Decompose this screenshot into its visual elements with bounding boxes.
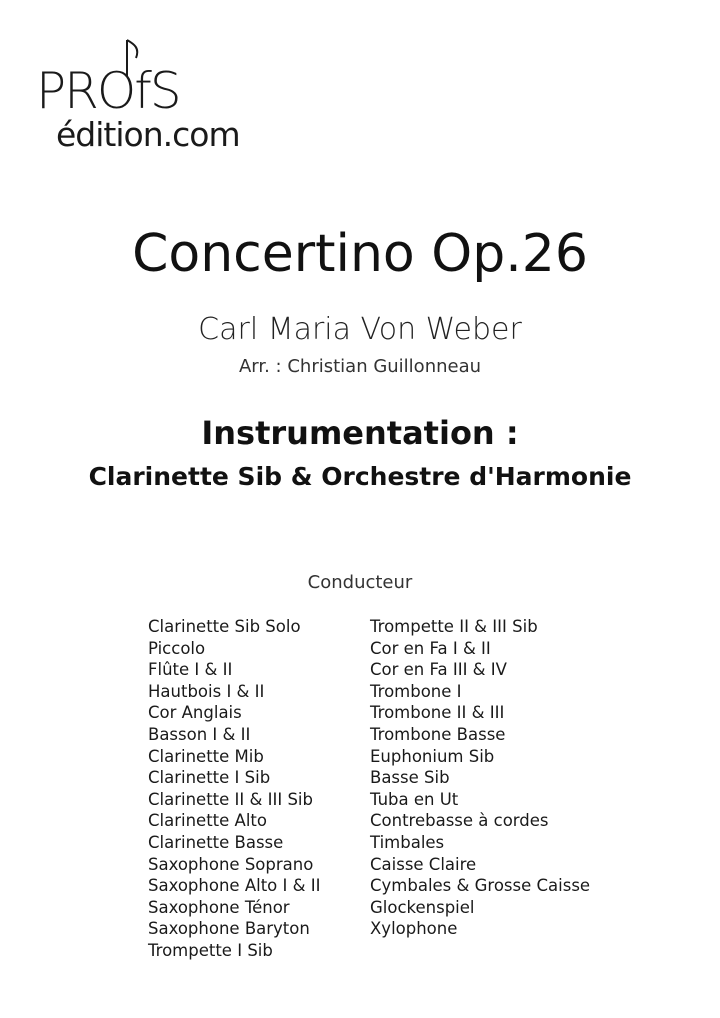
instrument-item: Saxophone Soprano [148, 854, 314, 874]
instrument-item: Cor Anglais [148, 703, 242, 723]
instrument-item: Timbales [370, 832, 445, 852]
instrument-item: Trompette II & III Sib [370, 617, 538, 636]
instrument-item: Trompette I Sib [148, 940, 273, 960]
instrument-item: Cymbales & Grosse Caisse [370, 876, 591, 896]
instrument-item: Contrebasse à cordes [370, 811, 549, 831]
instrument-item: Clarinette Sib Solo [148, 617, 301, 636]
instrument-item: Caisse Claire [370, 854, 477, 874]
instrument-item: Cor en Fa I & II [370, 638, 491, 658]
instrument-item: Euphonium Sib [370, 746, 495, 766]
instrument-item: Piccolo [148, 638, 206, 658]
instrument-item: Saxophone Baryton [148, 919, 310, 939]
instrument-item: Glockenspiel [370, 897, 475, 917]
conductor-label: Conducteur [307, 572, 413, 593]
instrument-item: Cor en Fa III & IV [370, 660, 507, 680]
instrument-item: Clarinette II & III Sib [148, 789, 313, 809]
instrument-item: Clarinette Alto [148, 811, 267, 831]
composer-name: Carl Maria Von Weber [198, 312, 522, 347]
instrumentation-heading: Instrumentation : [201, 414, 519, 452]
instrument-item: Tuba en Ut [370, 789, 459, 809]
instrument-item: Xylophone [370, 919, 458, 939]
arranger-name: Arr. : Christian Guillonneau [238, 356, 482, 377]
logo-brand: PROfS [36, 62, 180, 120]
instrument-item: Trombone II & III [370, 703, 505, 723]
publisher-logo [36, 36, 266, 156]
instrument-item: Basson I & II [148, 724, 251, 744]
logo-domain: édition.com [56, 115, 240, 154]
score-title: Concertino Op.26 [132, 224, 588, 284]
instrument-item: Basse Sib [370, 768, 450, 788]
instrument-item: Clarinette Basse [148, 832, 284, 852]
instrument-item: Saxophone Alto I & II [148, 876, 321, 896]
instrumentation-detail: Clarinette Sib & Orchestre d'Harmonie [88, 462, 632, 491]
instrument-item: Hautbois I & II [148, 681, 265, 701]
instrument-item: Clarinette I Sib [148, 768, 271, 788]
instrument-item: Flûte I & II [148, 660, 233, 680]
instrument-item: Clarinette Mib [148, 746, 264, 766]
instrument-list-left [148, 616, 320, 962]
instrument-item: Saxophone Ténor [148, 897, 290, 917]
instrument-list-right [370, 616, 590, 940]
instrument-item: Trombone Basse [370, 724, 506, 744]
instrument-item: Trombone I [370, 681, 462, 701]
